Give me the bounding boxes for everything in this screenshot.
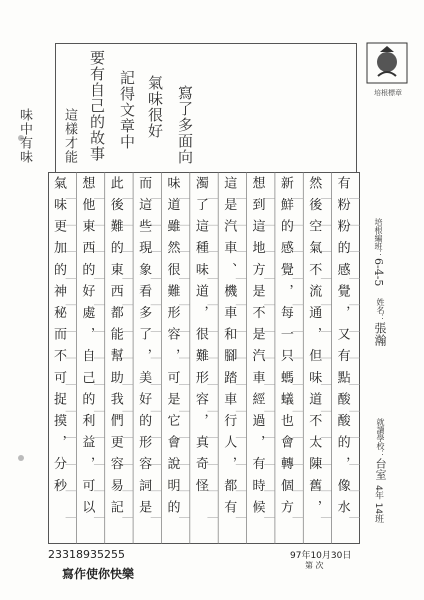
writing-grid [48,172,360,544]
essay-column: 而這些現象看多了，美好的形容詞是 [136,176,152,522]
left-margin-comment: 味中有味 [17,108,32,164]
essay-column: 味道雖然很難形容，可是它會說明的 [164,176,180,522]
essay-column: 有粉粉的感覺，又有點酸酸的，像水 [334,176,350,522]
name-field-label: 姓名：張瀚 [373,298,387,346]
essay-column: 此後難的東西都能幫助我們更容易記 [107,176,123,522]
essay-column: 想到這地方是不是汽車經過，有時候 [249,176,265,522]
comment-line-5: 寫了多面向 [176,85,194,165]
bacon-stamp-icon [366,42,408,90]
punch-hole [18,455,24,461]
comment-line-1: 這樣才能 [62,108,77,164]
essay-column: 濁了這種味道，很難形容，真奇怪 [192,176,208,500]
essay-column: 新鮮的感覺，每一只螞蟻也會轉個方 [277,176,293,522]
comment-line-3: 記得文章中 [118,70,136,150]
grade-field: 4年 14班 [373,485,383,524]
essay-column: 想他東西的好處，自己的利益，可以 [79,176,95,522]
stamp-label: 培根標章 [374,89,402,97]
essay-column: 氣味更加的神秘而不可捉摸，分秒 [51,176,67,500]
class-value: 6-4-5 [372,258,385,287]
date-line: 97年10月30日 [290,551,352,561]
comment-line-2: 要有自己的故事 [88,50,106,162]
essay-column: 這是汽車、機車和腳踏車行人，都有 [221,176,237,522]
page-label: 第 次 [305,561,324,570]
class-field-label: 培根編班：6-4-5 [372,218,385,287]
phone-number: 23318935255 [48,548,125,561]
school-field-label: 就讀學校：台室 [374,418,387,480]
essay-column: 然後空氣不流通，但味道不太陳舊， [306,176,322,522]
comment-line-4: 氣味很好 [146,75,164,139]
name-value: 張瀚 [373,322,387,346]
slogan: 寫作使你快樂 [62,567,135,581]
